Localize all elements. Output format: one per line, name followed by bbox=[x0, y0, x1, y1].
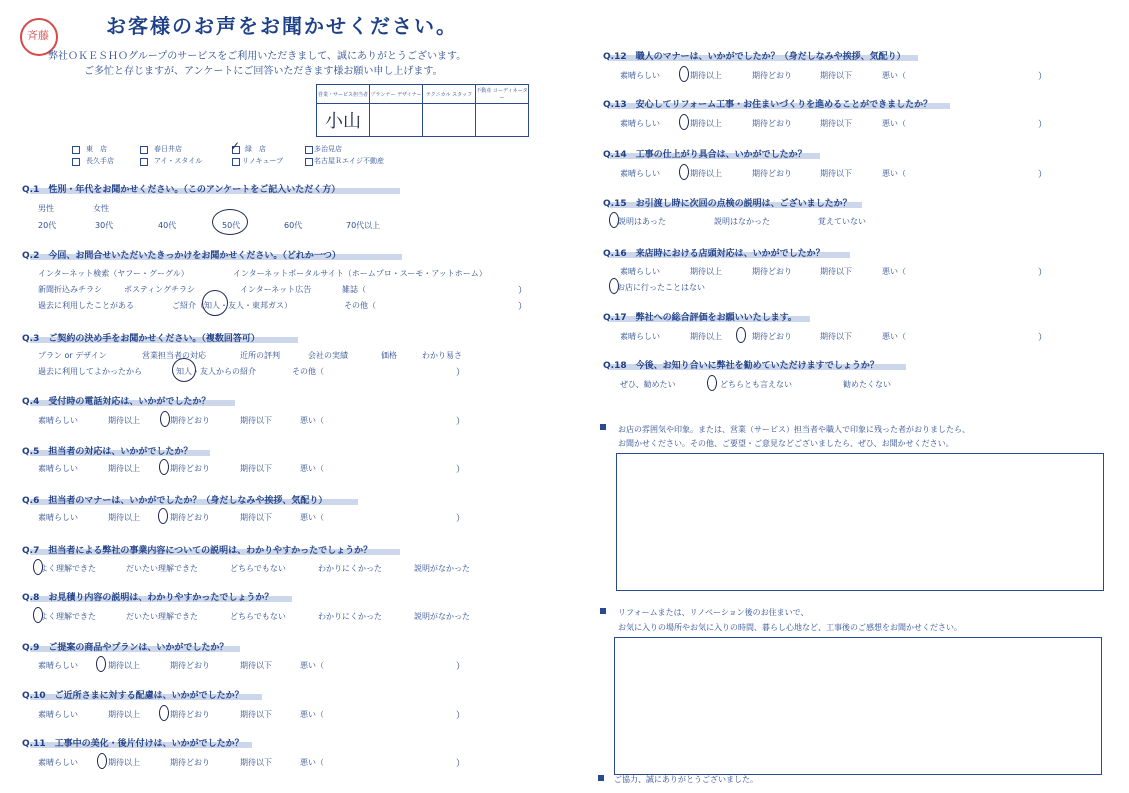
understand-option[interactable]: よく理解できた bbox=[40, 612, 96, 621]
intro-line-2: ご多忙と存じますが、アンケートにご回答いただきます様お願い申し上げます。 bbox=[84, 66, 443, 77]
scale-option[interactable]: 素晴らしい bbox=[620, 267, 660, 276]
q15-option[interactable]: 説明はなかった bbox=[714, 217, 770, 226]
staff-header-sales: 営業・サービス担当者 bbox=[317, 85, 370, 104]
close-paren: ） bbox=[518, 302, 528, 312]
close-paren: ） bbox=[518, 286, 528, 296]
understand-option[interactable]: だいたい理解できた bbox=[126, 612, 198, 621]
scale-option[interactable]: 悪い（ bbox=[300, 661, 324, 670]
q3-option[interactable]: 近所の評判 bbox=[240, 351, 280, 360]
q18-option[interactable]: ぜひ、勧めたい bbox=[620, 380, 676, 389]
q3-option[interactable]: 価格 bbox=[381, 351, 397, 360]
scale-option[interactable]: 素晴らしい bbox=[38, 661, 78, 670]
close-paren: ） bbox=[456, 514, 466, 524]
scale-option[interactable]: 素晴らしい bbox=[38, 464, 78, 473]
scale-option[interactable]: 期待以下 bbox=[240, 464, 272, 473]
scale-option[interactable]: 期待以上 bbox=[108, 710, 140, 719]
intro-line-1: 弊社ＯＫＥＳＨＯグループのサービスをご利用いただきまして、誠にありがとうございます。 bbox=[48, 51, 467, 62]
staff-value-planner[interactable] bbox=[370, 104, 423, 137]
q2-option[interactable]: 雑誌（ bbox=[342, 285, 366, 294]
scale-option[interactable]: 悪い（ bbox=[882, 119, 906, 128]
q15-title: Q.15 お引渡し時に次回の点検の説明は、ございましたか？ bbox=[603, 199, 852, 209]
scale-option[interactable]: 期待以下 bbox=[820, 119, 852, 128]
scale-option[interactable]: 期待どおり bbox=[752, 119, 792, 128]
understand-option[interactable]: わかりにくかった bbox=[318, 612, 382, 621]
answer-circle bbox=[97, 753, 107, 769]
comment2-textbox[interactable] bbox=[614, 637, 1102, 775]
scale-option[interactable]: 素晴らしい bbox=[38, 710, 78, 719]
q4-title: Q.4 受付時の電話対応は、いかがでしたか？ bbox=[22, 397, 211, 407]
scale-option[interactable]: 期待以下 bbox=[820, 332, 852, 341]
scale-option[interactable]: 期待以上 bbox=[690, 119, 722, 128]
scale-option[interactable]: 素晴らしい bbox=[620, 332, 660, 341]
q18-option[interactable]: 勧めたくない bbox=[843, 380, 891, 389]
understand-option[interactable]: どちらでもない bbox=[230, 564, 286, 573]
q17-title: Q.17 弊社への総合評価をお願いいたします。 bbox=[603, 313, 797, 323]
closing-message: ご協力、誠にありがとうございました。 bbox=[614, 775, 758, 784]
answer-circle bbox=[202, 290, 228, 316]
scale-option[interactable]: 悪い（ bbox=[882, 71, 906, 80]
understand-option[interactable]: どちらでもない bbox=[230, 612, 286, 621]
store-label: 長久手店 bbox=[86, 157, 114, 165]
bullet-square bbox=[600, 424, 606, 430]
staff-header-realestate: 不動産 コーディネーター bbox=[476, 85, 529, 104]
scale-option[interactable]: 期待以上 bbox=[690, 169, 722, 178]
scale-option[interactable]: 素晴らしい bbox=[620, 71, 660, 80]
q3-option[interactable]: その他（ bbox=[292, 367, 324, 376]
scale-option[interactable]: 期待以上 bbox=[108, 758, 140, 767]
q3-option[interactable]: わかり易さ bbox=[422, 351, 462, 360]
staff-header-technical: テクニカル スタッフ bbox=[423, 85, 476, 104]
close-paren: ） bbox=[456, 711, 466, 721]
close-paren: ） bbox=[1038, 333, 1048, 343]
q3-option[interactable]: 過去に利用してよかったから bbox=[38, 367, 142, 376]
scale-option[interactable]: 素晴らしい bbox=[38, 416, 78, 425]
scale-option[interactable]: 素晴らしい bbox=[620, 169, 660, 178]
scale-option[interactable]: 期待どおり bbox=[170, 758, 210, 767]
q5-title: Q.5 担当者の対応は、いかがでしたか？ bbox=[22, 447, 193, 457]
q1-age-30[interactable]: 30代 bbox=[95, 221, 114, 230]
scale-option[interactable]: 期待以下 bbox=[240, 513, 272, 522]
scale-option[interactable]: 悪い（ bbox=[300, 758, 324, 767]
scale-option[interactable]: 期待以上 bbox=[108, 416, 140, 425]
q1-title: Q.1 性別・年代をお聞かせください。（このアンケートをご記入いただく方） bbox=[22, 185, 341, 195]
answer-circle bbox=[96, 656, 106, 672]
store-label: 多治見店 bbox=[314, 145, 342, 153]
q2-option[interactable]: インターネットポータルサイト（ホームプロ・スーモ・アットホーム） bbox=[233, 269, 487, 278]
scale-option[interactable]: 悪い（ bbox=[300, 513, 324, 522]
scale-option[interactable]: 期待以上 bbox=[690, 267, 722, 276]
q6-title: Q.6 担当者のマナーは、いかがでしたか？（身だしなみや挨拶、気配り） bbox=[22, 496, 328, 506]
scale-option[interactable]: 期待どおり bbox=[170, 710, 210, 719]
staff-value-realestate[interactable] bbox=[476, 104, 529, 137]
q16-title: Q.16 来店時における店頭対応は、いかがでしたか？ bbox=[603, 249, 825, 259]
answer-circle bbox=[212, 209, 248, 235]
q15-option[interactable]: 説明はあった bbox=[618, 217, 666, 226]
store-label: 東 店 bbox=[86, 145, 107, 153]
scale-option[interactable]: 期待以上 bbox=[108, 464, 140, 473]
answer-circle bbox=[160, 411, 170, 427]
scale-option[interactable]: 悪い（ bbox=[882, 332, 906, 341]
q3-option[interactable]: 会社の実績 bbox=[308, 351, 348, 360]
store-checkbox[interactable] bbox=[305, 146, 313, 154]
comment2-prompt-line2: お気に入りの場所やお気に入りの時間、暮らし心地など、工事後のご感想をお聞かせください。 bbox=[618, 623, 962, 632]
scale-option[interactable]: 期待どおり bbox=[752, 267, 792, 276]
page-title: お客様のお声をお聞かせください。 bbox=[106, 14, 458, 38]
scale-option[interactable]: 期待以上 bbox=[690, 332, 722, 341]
comment2-prompt-line1: リフォームまたは、リノベーション後のお住まいで、 bbox=[618, 608, 809, 617]
q2-option[interactable]: 新聞折込みチラシ bbox=[38, 285, 102, 294]
answer-circle bbox=[736, 327, 746, 343]
staff-table bbox=[316, 84, 529, 137]
scale-option[interactable]: 素晴らしい bbox=[38, 513, 78, 522]
understand-option[interactable]: 説明がなかった bbox=[414, 564, 470, 573]
comment1-prompt-line2: お聞かせください。その他、ご要望・ご意見などございましたら、ぜひ、お聞かせください。 bbox=[618, 439, 954, 448]
answer-circle bbox=[679, 114, 689, 130]
answer-circle bbox=[159, 705, 169, 721]
q2-option[interactable]: ご紹介（知人・友人・東邦ガス） bbox=[172, 301, 292, 310]
store-checkbox[interactable] bbox=[140, 146, 148, 154]
q7-title: Q.7 担当者による弊社の事業内容についての説明は、わかりやすかったでしょうか？ bbox=[22, 546, 373, 556]
store-label: リノキューブ bbox=[242, 157, 284, 165]
store-checkbox[interactable] bbox=[72, 146, 80, 154]
q3-option[interactable]: 営業担当者の対応 bbox=[142, 351, 206, 360]
scale-option[interactable]: 期待どおり bbox=[170, 416, 210, 425]
q3-option[interactable]: プラン or デザイン bbox=[38, 351, 107, 360]
checked-mark: ✓ bbox=[230, 139, 241, 153]
answer-circle bbox=[707, 375, 717, 391]
close-paren: ） bbox=[1038, 268, 1048, 278]
q15-option[interactable]: 覚えていない bbox=[818, 217, 866, 226]
scale-option[interactable]: 期待どおり bbox=[752, 169, 792, 178]
q3-option[interactable]: 知人・友人からの紹介 bbox=[176, 367, 256, 376]
understand-option[interactable]: わかりにくかった bbox=[318, 564, 382, 573]
close-paren: ） bbox=[456, 662, 466, 672]
scale-option[interactable]: 期待以下 bbox=[240, 416, 272, 425]
q11-title: Q.11 工事中の美化・後片付けは、いかがでしたか？ bbox=[22, 739, 244, 749]
close-paren: ） bbox=[1038, 120, 1048, 130]
q1-age-50[interactable]: 50代 bbox=[222, 221, 241, 230]
bullet-square bbox=[598, 775, 604, 781]
seal-text: 斉藤 bbox=[27, 29, 49, 42]
scale-option[interactable]: 期待どおり bbox=[170, 513, 210, 522]
scale-option[interactable]: 期待以上 bbox=[108, 661, 140, 670]
scale-option[interactable]: 期待どおり bbox=[752, 71, 792, 80]
scale-option[interactable]: 悪い（ bbox=[882, 169, 906, 178]
staff-value-technical[interactable] bbox=[423, 104, 476, 137]
scale-option[interactable]: 期待以下 bbox=[240, 758, 272, 767]
q1-gender-male[interactable]: 男性 bbox=[38, 204, 54, 213]
store-checkbox[interactable] bbox=[140, 158, 148, 166]
q2-option[interactable]: インターネット検索（ヤフー・グーグル） bbox=[38, 269, 189, 278]
store-checkbox[interactable] bbox=[232, 158, 240, 166]
q12-title: Q.12 職人のマナーは、いかがでしたか？（身だしなみや挨拶、気配り） bbox=[603, 52, 906, 62]
q2-option[interactable]: その他（ bbox=[344, 301, 376, 310]
scale-option[interactable]: 期待どおり bbox=[170, 661, 210, 670]
scale-option[interactable]: 期待どおり bbox=[752, 332, 792, 341]
understand-option[interactable]: よく理解できた bbox=[40, 564, 96, 573]
scale-option[interactable]: 期待以上 bbox=[690, 71, 722, 80]
answer-circle bbox=[172, 358, 196, 382]
answer-circle bbox=[679, 164, 689, 180]
scale-option[interactable]: 悪い（ bbox=[300, 710, 324, 719]
comment1-prompt-line1: お店の雰囲気や印象。または、営業（サービス）担当者や職人で印象に残った者がおりましたら、 bbox=[618, 425, 970, 434]
store-checkbox[interactable] bbox=[72, 158, 80, 166]
answer-circle bbox=[159, 459, 169, 475]
close-paren: ） bbox=[1038, 72, 1048, 82]
q9-title: Q.9 ご提案の商品やプランは、いかがでしたか？ bbox=[22, 643, 229, 653]
q1-age-20[interactable]: 20代 bbox=[38, 221, 57, 230]
scale-option[interactable]: 悪い（ bbox=[300, 416, 324, 425]
store-label: 名古屋Ｒエイジ不動産 bbox=[314, 157, 384, 165]
q16-no-visit[interactable]: お店に行ったことはない bbox=[617, 283, 705, 292]
staff-value-sales[interactable]: 小山 bbox=[317, 104, 370, 137]
scale-option[interactable]: 期待以下 bbox=[240, 661, 272, 670]
scale-option[interactable]: 悪い（ bbox=[882, 267, 906, 276]
q2-option[interactable]: インターネット広告 bbox=[240, 285, 312, 294]
answer-circle bbox=[679, 66, 689, 82]
understand-option[interactable]: 説明がなかった bbox=[414, 612, 470, 621]
store-checkbox[interactable] bbox=[305, 158, 313, 166]
q13-title: Q.13 安心してリフォーム工事・お住まいづくりを進めることができましたか？ bbox=[603, 100, 933, 110]
close-paren: ） bbox=[456, 465, 466, 475]
scale-option[interactable]: 期待どおり bbox=[170, 464, 210, 473]
understand-option[interactable]: だいたい理解できた bbox=[126, 564, 198, 573]
q2-title: Q.2 今回、お問合せいただいたきっかけをお聞かせください。（どれか一つ） bbox=[22, 251, 341, 261]
q1-age-70[interactable]: 70代以上 bbox=[346, 221, 381, 230]
comment1-textbox[interactable] bbox=[616, 453, 1104, 591]
q2-option[interactable]: ポスティングチラシ bbox=[124, 285, 196, 294]
staff-header-planner: プランナー デザイナー bbox=[370, 85, 423, 104]
q2-option[interactable]: 過去に利用したことがある bbox=[38, 301, 134, 310]
q1-gender-female[interactable]: 女性 bbox=[93, 204, 109, 213]
scale-option[interactable]: 素晴らしい bbox=[38, 758, 78, 767]
close-paren: ） bbox=[456, 417, 466, 427]
q8-title: Q.8 お見積り内容の説明は、わかりやすかったでしょうか？ bbox=[22, 593, 274, 603]
q1-age-60[interactable]: 60代 bbox=[284, 221, 303, 230]
scale-option[interactable]: 期待以下 bbox=[820, 267, 852, 276]
scale-option[interactable]: 素晴らしい bbox=[620, 119, 660, 128]
bullet-square bbox=[600, 608, 606, 614]
close-paren: ） bbox=[1038, 170, 1048, 180]
store-label: アイ・スタイル bbox=[154, 157, 203, 165]
scale-option[interactable]: 期待以上 bbox=[108, 513, 140, 522]
q10-title: Q.10 ご近所さまに対する配慮は、いかがでしたか？ bbox=[22, 691, 244, 701]
scale-option[interactable]: 悪い（ bbox=[300, 464, 324, 473]
answer-circle bbox=[158, 508, 168, 524]
scale-option[interactable]: 期待以下 bbox=[240, 710, 272, 719]
q14-title: Q.14 工事の仕上がり具合は、いかがでしたか？ bbox=[603, 150, 807, 160]
q1-age-40[interactable]: 40代 bbox=[158, 221, 177, 230]
scale-option[interactable]: 期待以下 bbox=[820, 71, 852, 80]
q3-title: Q.3 ご契約の決め手をお聞かせください。（複数回答可） bbox=[22, 334, 260, 344]
q18-option[interactable]: どちらとも言えない bbox=[720, 380, 792, 389]
store-label: 春日井店 bbox=[154, 145, 182, 153]
close-paren: ） bbox=[456, 759, 466, 769]
store-label: 緑 店 bbox=[245, 145, 266, 153]
q18-title: Q.18 今後、お知り合いに弊社を勧めていただけますでしょうか？ bbox=[603, 361, 879, 371]
scale-option[interactable]: 期待以下 bbox=[820, 169, 852, 178]
close-paren: ） bbox=[456, 368, 466, 378]
